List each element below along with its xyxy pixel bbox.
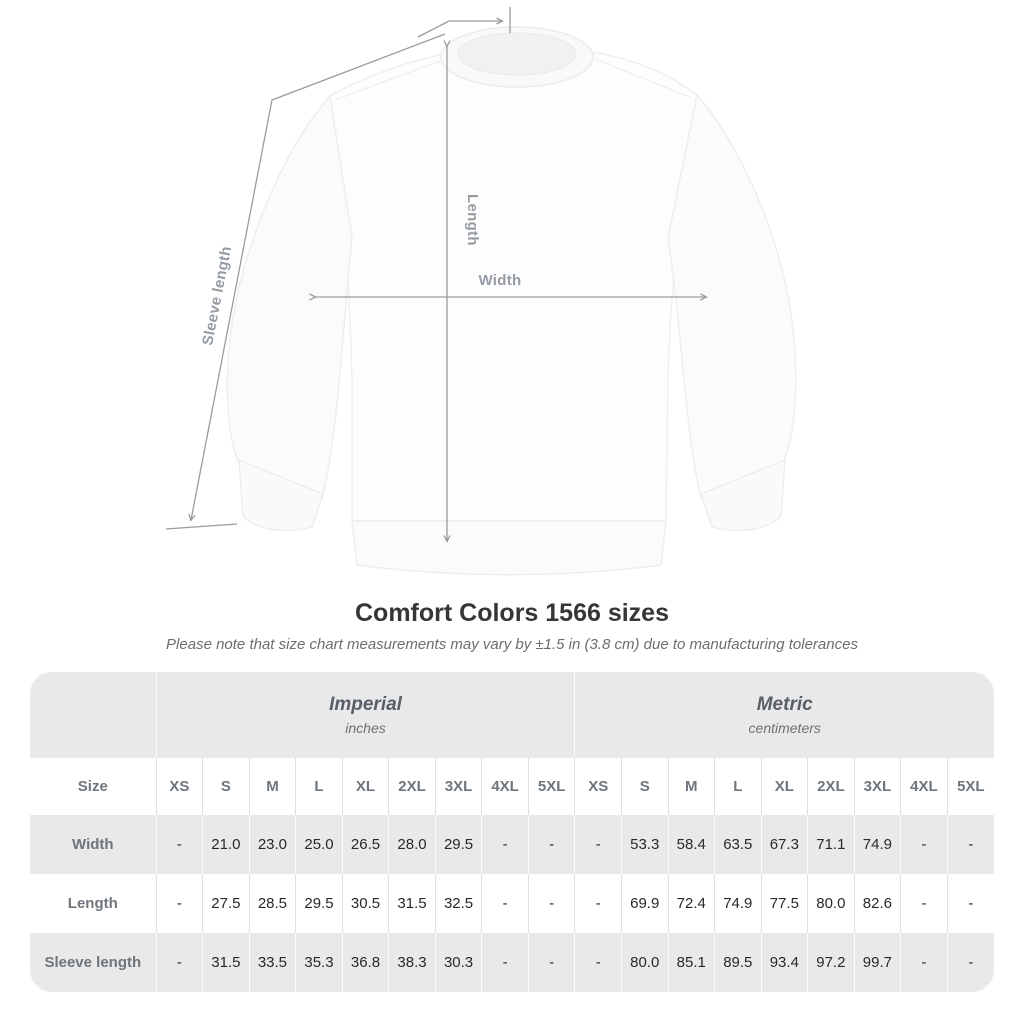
tolerance-note: Please note that size chart measurements may vary by ±1.5 in (3.8 cm) due to manufacturing tolerances <box>166 636 858 653</box>
table-cell: 32.5 <box>435 874 482 933</box>
table-cell: 25.0 <box>296 815 343 874</box>
sleeve-length-row <box>30 933 994 992</box>
page-title: Comfort Colors 1566 sizes <box>355 599 669 627</box>
table-cell: 23.0 <box>249 815 296 874</box>
col-metric-4xl: 4XL <box>901 758 948 815</box>
length-label: Length <box>464 194 481 246</box>
size-chart-table-container <box>30 672 994 992</box>
col-metric-m: M <box>668 758 715 815</box>
width-row-label: Width <box>72 836 114 853</box>
col-metric-3xl: 3XL <box>854 758 901 815</box>
col-imperial-m: M <box>249 758 296 815</box>
col-metric-l: L <box>715 758 762 815</box>
table-cell: 82.6 <box>854 874 901 933</box>
table-cell: - <box>575 933 622 992</box>
table-cell: 67.3 <box>761 815 808 874</box>
table-cell: 38.3 <box>389 933 436 992</box>
table-cell: 85.1 <box>668 933 715 992</box>
title-block <box>0 588 1024 655</box>
table-cell: 36.8 <box>342 933 389 992</box>
table-cell: 29.5 <box>435 815 482 874</box>
table-cell: 26.5 <box>342 815 389 874</box>
imperial-unit: inches <box>345 720 386 736</box>
table-cell: 58.4 <box>668 815 715 874</box>
table-cell: 28.5 <box>249 874 296 933</box>
table-cell: 80.0 <box>621 933 668 992</box>
length-row-label: Length <box>67 895 118 912</box>
table-cell: 53.3 <box>621 815 668 874</box>
col-imperial-xl: XL <box>342 758 389 815</box>
col-metric-xs: XS <box>575 758 622 815</box>
table-cell: 80.0 <box>808 874 855 933</box>
table-cell: 63.5 <box>715 815 762 874</box>
width-label: Width <box>478 272 522 289</box>
col-imperial-s: S <box>203 758 250 815</box>
col-metric-5xl: 5XL <box>947 758 994 815</box>
table-cell: 33.5 <box>249 933 296 992</box>
width-row <box>30 815 994 874</box>
col-imperial-2xl: 2XL <box>389 758 436 815</box>
table-cell: 21.0 <box>203 815 250 874</box>
size-header-row <box>30 758 994 815</box>
table-cell: 69.9 <box>621 874 668 933</box>
col-imperial-4xl: 4XL <box>482 758 529 815</box>
table-cell: 74.9 <box>715 874 762 933</box>
imperial-label: Imperial <box>329 694 402 715</box>
table-cell: - <box>482 874 529 933</box>
unit-group-row <box>30 672 994 758</box>
metric-label: Metric <box>756 694 813 715</box>
metric-unit: centimeters <box>748 720 821 736</box>
table-cell: - <box>528 874 575 933</box>
table-cell: 29.5 <box>296 874 343 933</box>
table-cell: 35.3 <box>296 933 343 992</box>
col-metric-xl: XL <box>761 758 808 815</box>
table-cell: - <box>575 815 622 874</box>
table-cell: - <box>947 874 994 933</box>
table-cell: 27.5 <box>203 874 250 933</box>
table-cell: - <box>156 874 203 933</box>
table-cell: 77.5 <box>761 874 808 933</box>
table-cell: - <box>901 874 948 933</box>
table-cell: 89.5 <box>715 933 762 992</box>
table-cell: 31.5 <box>389 874 436 933</box>
table-cell: - <box>575 874 622 933</box>
table-cell: - <box>482 933 529 992</box>
table-cell: - <box>482 815 529 874</box>
table-cell: 71.1 <box>808 815 855 874</box>
table-cell: 72.4 <box>668 874 715 933</box>
metric-group-header <box>575 672 994 758</box>
table-cell: 30.3 <box>435 933 482 992</box>
table-cell: - <box>901 933 948 992</box>
sleeve-length-label: Sleeve length <box>199 244 236 347</box>
table-cell: - <box>528 815 575 874</box>
table-cell: - <box>947 815 994 874</box>
table-cell: 74.9 <box>854 815 901 874</box>
col-imperial-xs: XS <box>156 758 203 815</box>
table-cell: - <box>528 933 575 992</box>
col-imperial-5xl: 5XL <box>528 758 575 815</box>
table-cell: 31.5 <box>203 933 250 992</box>
table-cell: 30.5 <box>342 874 389 933</box>
table-cell: - <box>947 933 994 992</box>
table-cell: 97.2 <box>808 933 855 992</box>
imperial-group-header <box>156 672 575 758</box>
length-row <box>30 874 994 933</box>
size-column-header: Size <box>77 778 108 795</box>
col-imperial-3xl: 3XL <box>435 758 482 815</box>
size-chart-table <box>30 672 994 992</box>
table-cell: - <box>156 815 203 874</box>
table-cell: 28.0 <box>389 815 436 874</box>
sleeve-length-row-label: Sleeve length <box>44 954 142 971</box>
col-metric-2xl: 2XL <box>808 758 855 815</box>
table-cell: 99.7 <box>854 933 901 992</box>
table-cell: 93.4 <box>761 933 808 992</box>
unit-row-spacer <box>30 672 156 758</box>
col-metric-s: S <box>621 758 668 815</box>
table-cell: - <box>901 815 948 874</box>
table-cell: - <box>156 933 203 992</box>
sweatshirt-shape <box>227 27 795 575</box>
col-imperial-l: L <box>296 758 343 815</box>
